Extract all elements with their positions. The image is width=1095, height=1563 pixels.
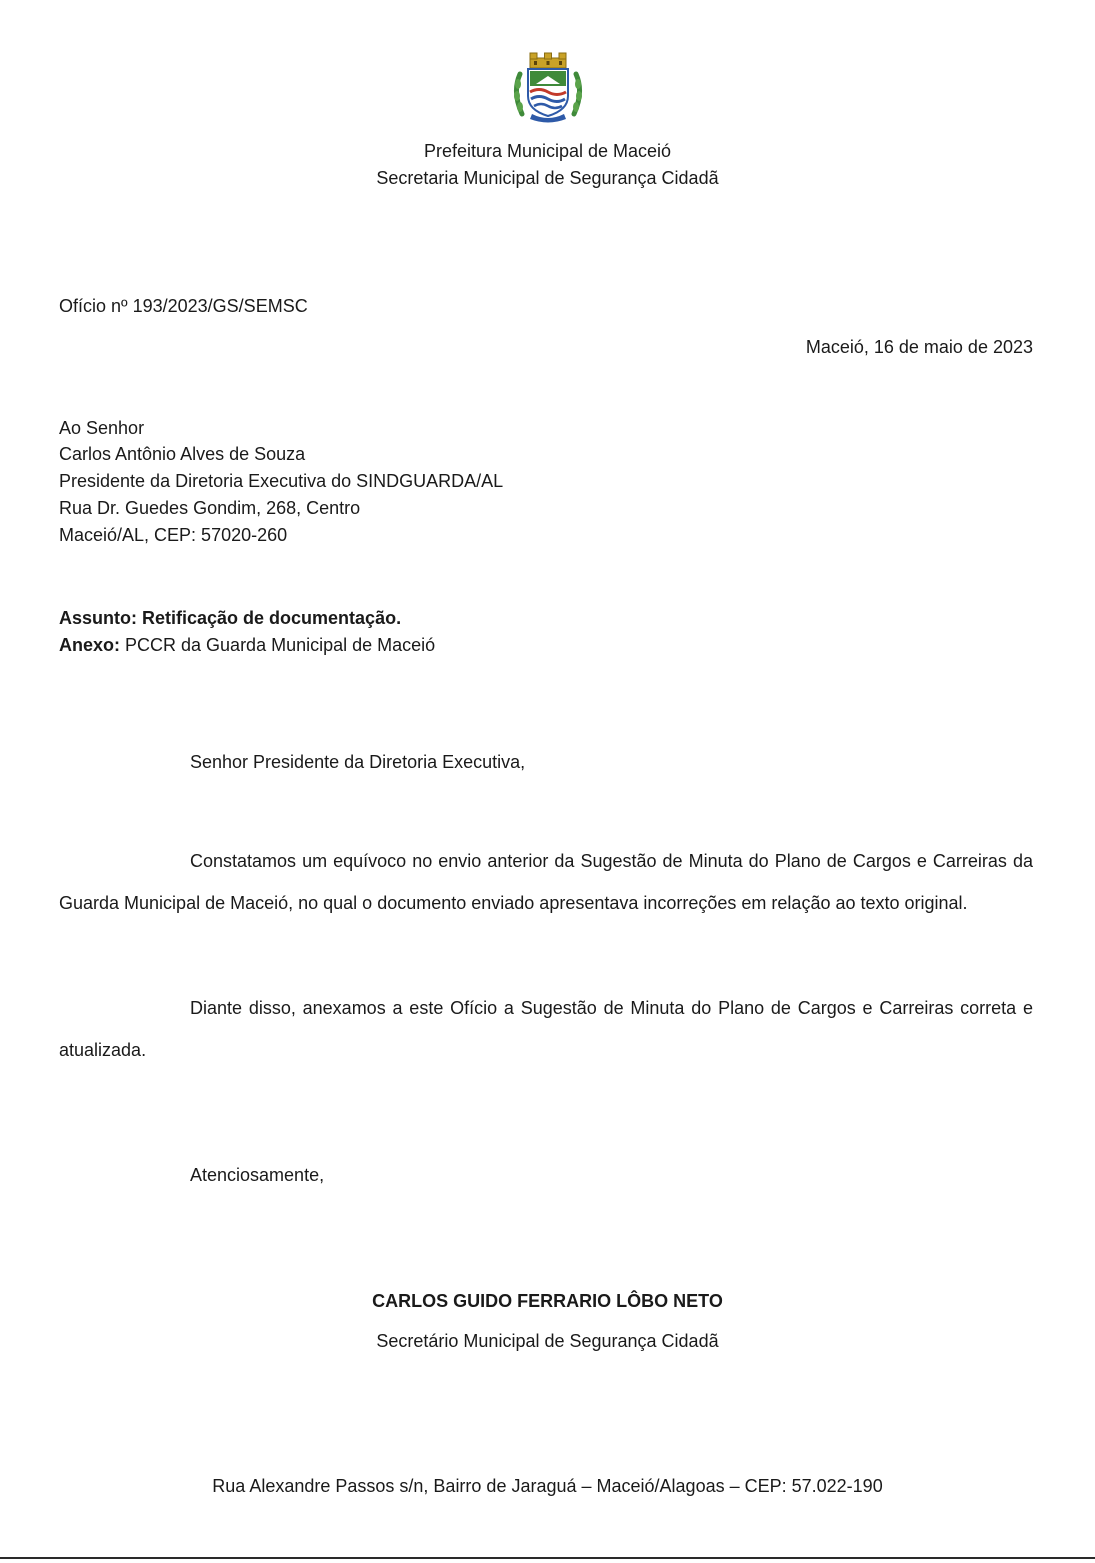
body-paragraph-2: Diante disso, anexamos a este Ofício a Sugestão de Minuta do Plano de Cargos e Carreiras correta e atualizada. (59, 998, 1033, 1060)
subject-line: Assunto: Retificação de documentação. (59, 608, 402, 628)
date-line: Maceió, 16 de maio de 2023 (805, 337, 1033, 357)
coat-of-arms-logo (510, 52, 586, 124)
recipient-city-cep: Maceió/AL, CEP: 57020-260 (59, 525, 288, 545)
recipient-name: Carlos Antônio Alves de Souza (59, 444, 306, 464)
org-department: Secretaria Municipal de Segurança Cidadã (376, 168, 719, 188)
oficio-number: Ofício nº 193/2023/GS/SEMSC (59, 296, 308, 316)
bottom-divider (0, 1557, 1095, 1559)
recipient-address: Rua Dr. Guedes Gondim, 268, Centro (59, 498, 361, 518)
signatory-role: Secretário Municipal de Segurança Cidadã (376, 1331, 719, 1351)
recipient-title: Presidente da Diretoria Executiva do SINDGUARDA/AL (59, 471, 504, 491)
recipient-salutation: Ao Senhor (59, 418, 145, 438)
signatory-name: CARLOS GUIDO FERRARIO LÔBO NETO (372, 1291, 723, 1311)
body-paragraph-1: Constatamos um equívoco no envio anterior da Sugestão de Minuta do Plano de Cargos e Carreiras da Guarda Municipal de Maceió, no qual o documento enviado apresentava incorreções em relação ao texto original. (59, 851, 1033, 913)
closing: Atenciosamente, (190, 1165, 325, 1185)
attachment-value: PCCR da Guarda Municipal de Maceió (120, 635, 436, 655)
attachment-line (59, 635, 435, 656)
org-name: Prefeitura Municipal de Maceió (423, 141, 672, 161)
attachment-label: Anexo: (59, 635, 121, 655)
greeting: Senhor Presidente da Diretoria Executiva, (190, 752, 526, 772)
footer-address: Rua Alexandre Passos s/n, Bairro de Jaraguá – Maceió/Alagoas – CEP: 57.022-190 (212, 1476, 883, 1496)
